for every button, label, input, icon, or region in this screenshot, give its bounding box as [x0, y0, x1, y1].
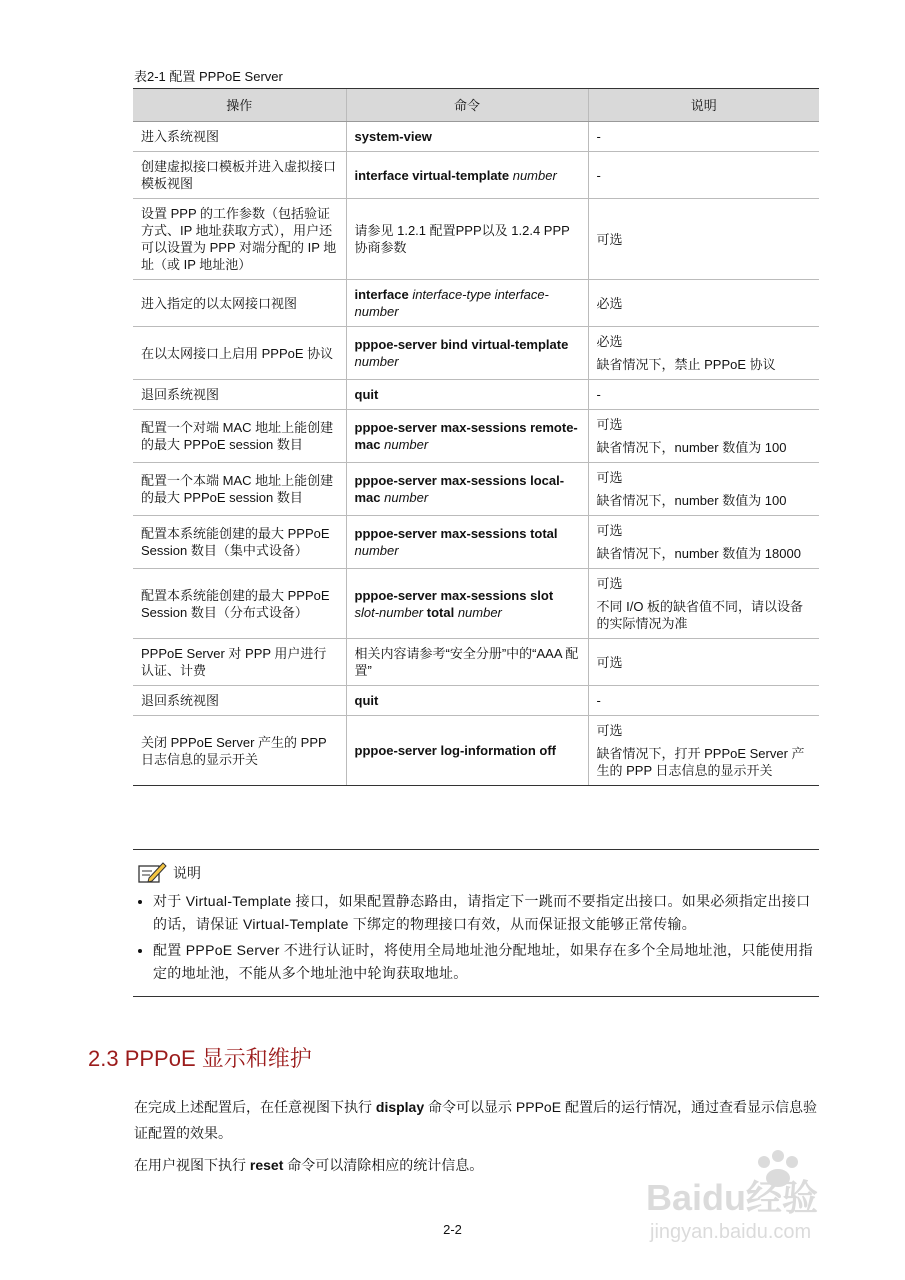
description-line: 可选 [596, 654, 623, 670]
command-keyword: total [426, 604, 458, 620]
cell-command [346, 280, 588, 327]
cell-description [588, 686, 819, 716]
command-text: 请参见 1.2.1 配置PPP以及 1.2.4 PPP协商参数 [354, 223, 570, 255]
command-keyword: quit [354, 693, 379, 708]
description-line: - [596, 387, 601, 402]
description-line: 缺省情况下，number 数值为 100 [596, 440, 787, 455]
cell-command [346, 199, 588, 280]
description-line: 可选 [596, 417, 623, 432]
paragraph-display [134, 1094, 824, 1146]
cell-command [346, 152, 588, 199]
watermark-url: jingyan.baidu.com [650, 1221, 812, 1243]
cell-command [346, 380, 588, 410]
note-item: • 对于 Virtual-Template 接口，如果配置静态路由，请指定下一跳而不要指定出接口。如果必须指定出接口的话，请保证 Virtual-Template 下绑定的物理接口有效，从而保证报文能够正常传输。 [153, 890, 819, 936]
command-argument: slot-number [354, 604, 427, 620]
command-keyword: quit [354, 387, 379, 402]
cell-description [588, 199, 819, 280]
table-row [133, 280, 819, 327]
table-header-row [133, 89, 819, 122]
command-keyword: interface [354, 287, 413, 302]
command-keyword: pppoe-server log-information off [354, 743, 556, 758]
description-line: 必选 [596, 295, 623, 311]
table-row [133, 569, 819, 639]
cell-description [588, 716, 819, 786]
note-box [133, 849, 819, 997]
command-display: display [375, 1099, 425, 1115]
section-heading: 2.3 PPPoE 显示和维护 [88, 1046, 312, 1071]
cell-operation: 配置本系统能创建的最大 PPPoE Session 数目（集中式设备） [133, 516, 346, 569]
description-line: 可选 [596, 231, 623, 247]
table-row [133, 380, 819, 410]
cell-description [588, 639, 819, 686]
table-row [133, 410, 819, 463]
cell-operation: PPPoE Server 对 PPP 用户进行认证、计费 [133, 639, 346, 686]
description-line: 缺省情况下，打开 PPPoE Server 产生的 PPP 日志信息的显示开关 [596, 746, 805, 778]
table-row [133, 152, 819, 199]
cell-command [346, 122, 588, 152]
cell-command [346, 686, 588, 716]
table-row [133, 463, 819, 516]
cell-command [346, 327, 588, 380]
command-argument: number [354, 354, 399, 369]
command-argument: number [512, 167, 557, 183]
cell-description [588, 327, 819, 380]
cell-description [588, 569, 819, 639]
description-line: 缺省情况下，number 数值为 100 [596, 493, 787, 508]
command-argument: number [384, 490, 429, 505]
baidu-watermark-logo [636, 1148, 856, 1248]
cell-description [588, 122, 819, 152]
cell-operation: 创建虚拟接口模板并进入虚拟接口模板视图 [133, 152, 346, 199]
command-argument: number [384, 437, 429, 452]
table-row [133, 516, 819, 569]
command-keyword: pppoe-server bind virtual-template [354, 337, 569, 352]
table-row [133, 327, 819, 380]
table-row [133, 122, 819, 152]
cell-description [588, 516, 819, 569]
cell-operation: 配置本系统能创建的最大 PPPoE Session 数目（分布式设备） [133, 569, 346, 639]
cell-command [346, 516, 588, 569]
description-line: 不同 I/O 板的缺省值不同，请以设备的实际情况为准 [596, 599, 804, 631]
command-keyword: pppoe-server max-sessions total [354, 526, 558, 541]
description-line: - [596, 129, 601, 144]
description-line: 可选 [596, 523, 623, 538]
description-line: - [596, 167, 601, 183]
cell-operation: 退回系统视图 [133, 380, 346, 410]
cell-operation: 关闭 PPPoE Server 产生的 PPP 日志信息的显示开关 [133, 716, 346, 786]
cell-operation: 在以太网接口上启用 PPPoE 协议 [133, 327, 346, 380]
header-description: 说明 [588, 89, 819, 122]
note-list [133, 890, 819, 985]
description-line: 缺省情况下，number 数值为 18000 [596, 546, 801, 561]
cell-description [588, 152, 819, 199]
table-row [133, 716, 819, 786]
paragraph-text: 在用户视图下执行 [134, 1157, 250, 1173]
command-keyword: pppoe-server max-sessions local-mac [354, 473, 565, 505]
command-keyword: pppoe-server max-sessions remote-mac [354, 420, 578, 452]
description-line: 缺省情况下，禁止 PPPoE 协议 [596, 357, 776, 372]
table-row [133, 639, 819, 686]
table-caption: 表2-1 配置 PPPoE Server [134, 69, 283, 84]
cell-description [588, 463, 819, 516]
note-title: 说明 [173, 865, 201, 881]
command-keyword: interface virtual-template [354, 167, 513, 183]
command-text: 相关内容请参考“安全分册”中的“AAA 配置” [354, 646, 579, 678]
header-operation: 操作 [133, 89, 346, 122]
config-table [133, 88, 819, 786]
header-command: 命令 [346, 89, 588, 122]
description-line: 必选 [596, 334, 623, 349]
command-argument: number [457, 604, 502, 620]
note-item: • 配置 PPPoE Server 不进行认证时，将使用全局地址池分配地址，如果存在多个全局地址池，只能使用指定的地址池，不能从多个地址池中轮询获取地址。 [153, 939, 819, 985]
description-line: 可选 [596, 723, 623, 738]
command-argument: number [354, 543, 399, 558]
command-reset: reset [249, 1157, 284, 1173]
cell-operation: 设置 PPP 的工作参数（包括验证方式、IP 地址获取方式），用户还可以设置为 PPP 对端分配的 IP 地址（或 IP 地址池） [133, 199, 346, 280]
paragraph-text: 命令可以显示 PPPoE 配置后的运行情况，通过查看显示信息验证配置的效果。 [134, 1099, 817, 1141]
description-line: - [596, 693, 601, 708]
cell-command [346, 463, 588, 516]
cell-command [346, 639, 588, 686]
paragraph-text: 命令可以清除相应的统计信息。 [283, 1157, 484, 1173]
paragraph-text: 在完成上述配置后，在任意视图下执行 [134, 1099, 376, 1115]
watermark-brand: Baidu经验 [646, 1177, 819, 1218]
cell-operation: 配置一个对端 MAC 地址上能创建的最大 PPPoE session 数目 [133, 410, 346, 463]
table-row [133, 199, 819, 280]
cell-description [588, 380, 819, 410]
table-row [133, 686, 819, 716]
description-line: 可选 [596, 576, 623, 591]
cell-command [346, 716, 588, 786]
cell-description [588, 280, 819, 327]
page-number: 2-2 [443, 1222, 462, 1237]
cell-command [346, 569, 588, 639]
cell-operation: 进入指定的以太网接口视图 [133, 280, 346, 327]
description-line: 可选 [596, 470, 623, 485]
command-keyword: system-view [354, 129, 432, 144]
cell-operation: 配置一个本端 MAC 地址上能创建的最大 PPPoE session 数目 [133, 463, 346, 516]
command-keyword: pppoe-server max-sessions slot [354, 587, 554, 603]
cell-description [588, 410, 819, 463]
cell-operation: 退回系统视图 [133, 686, 346, 716]
command-argument: interface-type interface-number [354, 287, 549, 319]
cell-operation: 进入系统视图 [133, 122, 346, 152]
cell-command [346, 410, 588, 463]
note-pencil-icon [137, 860, 167, 886]
